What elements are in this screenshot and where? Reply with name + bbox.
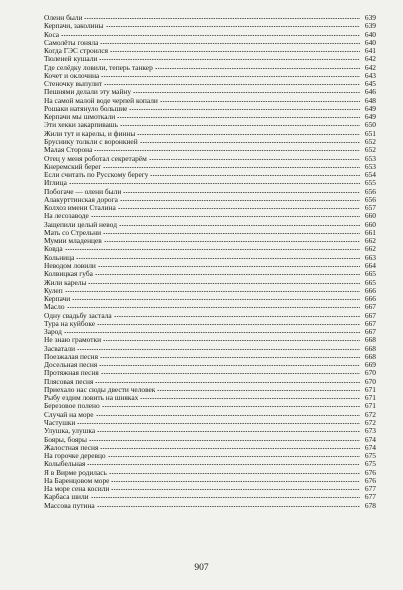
toc-entry bbox=[44, 121, 376, 129]
toc-entry-title: Керпачи мы шмоткали bbox=[44, 113, 116, 122]
toc-entry bbox=[44, 493, 376, 501]
toc-entry bbox=[44, 477, 376, 485]
toc-entry-title: Засватали bbox=[44, 344, 76, 353]
toc-entry-page: 662 bbox=[364, 236, 376, 246]
toc-entry-title: Если считать по Русскому берегу bbox=[44, 171, 149, 180]
toc-entry bbox=[44, 113, 376, 121]
toc-entry-page: 639 bbox=[364, 13, 376, 22]
toc-entry-title: Колвицкая губа bbox=[44, 270, 93, 279]
dot-leader bbox=[118, 208, 360, 209]
toc-entry-page: 643 bbox=[364, 70, 376, 80]
dot-leader bbox=[101, 76, 360, 77]
toc-entry-page: 662 bbox=[364, 244, 376, 254]
toc-entry-title: Рошаки натянуло большие bbox=[44, 104, 128, 113]
toc-entry-title: Бояры, бояры bbox=[44, 435, 87, 444]
toc-entry-page: 645 bbox=[364, 79, 376, 89]
toc-entry bbox=[44, 394, 376, 402]
dot-leader bbox=[150, 175, 360, 176]
toc-entry-page: 672 bbox=[364, 409, 376, 419]
toc-entry-page: 667 bbox=[364, 310, 376, 320]
toc-entry-title: Керпачи, заколины bbox=[44, 22, 104, 31]
toc-entry-title: Тура на куйбоке bbox=[44, 319, 96, 328]
dot-leader bbox=[65, 249, 360, 250]
dot-leader bbox=[100, 448, 360, 449]
dot-leader bbox=[155, 68, 360, 69]
dot-leader bbox=[76, 258, 360, 259]
toc-entry bbox=[44, 353, 376, 361]
toc-entry-page: 668 bbox=[364, 343, 376, 353]
toc-entry-title: Малая Сторона bbox=[44, 146, 93, 155]
toc-entry bbox=[44, 328, 376, 336]
dot-leader bbox=[103, 167, 360, 168]
toc-entry bbox=[44, 72, 376, 80]
toc-entry-page: 656 bbox=[364, 186, 376, 196]
dot-leader bbox=[106, 26, 360, 27]
toc-entry-title: На самой малой воде черпей копали bbox=[44, 96, 158, 105]
dot-leader bbox=[120, 200, 360, 201]
toc-entry bbox=[44, 378, 376, 386]
dot-leader bbox=[100, 357, 360, 358]
toc-entry-title: Колыбельная bbox=[44, 460, 86, 469]
page-number: 907 bbox=[194, 563, 209, 573]
toc-entry-page: 671 bbox=[364, 401, 376, 411]
toc-entry bbox=[44, 402, 376, 410]
toc-entry-title: Алакурттинская дорога bbox=[44, 195, 118, 204]
toc-entry-page: 677 bbox=[364, 484, 376, 494]
toc-entry bbox=[44, 320, 376, 328]
dot-leader bbox=[140, 142, 360, 143]
toc-entry-title: На лесозаводе bbox=[44, 212, 89, 221]
toc-entry-title: Защепили целый невод bbox=[44, 220, 117, 229]
dot-leader bbox=[72, 299, 360, 300]
toc-entry bbox=[44, 64, 376, 72]
toc-entry-title: Отец у меня роботал секретарём bbox=[44, 154, 147, 163]
toc-entry-title: Жили карелы bbox=[44, 278, 87, 287]
dot-leader bbox=[117, 117, 360, 118]
toc-entry-page: 670 bbox=[364, 368, 376, 378]
toc-entry-title: Массова путина bbox=[44, 501, 95, 510]
dot-leader bbox=[111, 481, 360, 482]
toc-entry bbox=[44, 502, 376, 510]
toc-entry bbox=[44, 14, 376, 22]
toc-entry bbox=[44, 287, 376, 295]
toc-entry-title: Не знаю грамотки bbox=[44, 336, 102, 345]
dot-leader bbox=[88, 283, 360, 284]
toc-entry bbox=[44, 146, 376, 154]
toc-entry bbox=[44, 386, 376, 394]
toc-entry-page: 676 bbox=[364, 467, 376, 477]
dot-leader bbox=[101, 373, 360, 374]
dot-leader bbox=[109, 473, 360, 474]
toc-entry bbox=[44, 80, 376, 88]
toc-entry-title: На море сена косили bbox=[44, 485, 110, 494]
toc-entry-page: 674 bbox=[364, 434, 376, 444]
toc-entry bbox=[44, 229, 376, 237]
dot-leader bbox=[140, 398, 360, 399]
toc-entry bbox=[44, 245, 376, 253]
toc-entry bbox=[44, 31, 376, 39]
toc-entry bbox=[44, 97, 376, 105]
dot-leader bbox=[123, 192, 360, 193]
toc-entry-title: Самолёты гоняла bbox=[44, 38, 99, 47]
toc-entry-title: Кнеремский берег bbox=[44, 162, 102, 171]
toc-entry bbox=[44, 345, 376, 353]
toc-entry-page: 668 bbox=[364, 351, 376, 361]
toc-entry-page: 654 bbox=[364, 170, 376, 180]
toc-entry bbox=[44, 361, 376, 369]
toc-entry-page: 640 bbox=[364, 29, 376, 39]
dot-leader bbox=[103, 340, 360, 341]
toc-entry bbox=[44, 312, 376, 320]
toc-entry bbox=[44, 188, 376, 196]
toc-entry-title: Стеночку выпулит bbox=[44, 80, 103, 89]
toc-entry-title: Протяжная песня bbox=[44, 369, 99, 378]
dot-leader bbox=[137, 134, 360, 135]
toc-entry-page: 667 bbox=[364, 318, 376, 328]
toc-entry bbox=[44, 105, 376, 113]
toc-entry bbox=[44, 47, 376, 55]
dot-leader bbox=[103, 233, 360, 234]
toc-entry-title: На Баренцовом море bbox=[44, 476, 110, 485]
toc-entry-page: 671 bbox=[364, 393, 376, 403]
dot-leader bbox=[102, 406, 360, 407]
toc-entry-page: 660 bbox=[364, 219, 376, 229]
dot-leader bbox=[67, 307, 360, 308]
toc-entry bbox=[44, 336, 376, 344]
toc-entry-title: Рыбу ездим ловить на шняках bbox=[44, 394, 139, 403]
toc-entry bbox=[44, 196, 376, 204]
dot-leader bbox=[69, 183, 360, 184]
dot-leader bbox=[157, 390, 360, 391]
toc-entry-title: Мать со Стрельни bbox=[44, 228, 102, 237]
toc-entry-title: Кочет и оклочина bbox=[44, 71, 100, 80]
toc-entry-title: Керпачи bbox=[44, 295, 71, 304]
toc-entry-page: 666 bbox=[364, 285, 376, 295]
toc-entry-page: 673 bbox=[364, 426, 376, 436]
toc-entry bbox=[44, 171, 376, 179]
toc-entry bbox=[44, 212, 376, 220]
toc-entry bbox=[44, 485, 376, 493]
toc-entry bbox=[44, 369, 376, 377]
toc-entry-page: 652 bbox=[364, 145, 376, 155]
toc-entry-page: 660 bbox=[364, 211, 376, 221]
toc-entry bbox=[44, 55, 376, 63]
toc-entry-page: 646 bbox=[364, 87, 376, 97]
dot-leader bbox=[87, 464, 360, 465]
dot-leader bbox=[119, 225, 360, 226]
toc-entry-page: 642 bbox=[364, 54, 376, 64]
dot-leader bbox=[111, 489, 360, 490]
toc-entry-title: Я в Вирме родилась bbox=[44, 468, 107, 477]
toc-entry-page: 675 bbox=[364, 459, 376, 469]
toc-entry-title: Тюленей кушали bbox=[44, 55, 98, 64]
toc-entry-page: 678 bbox=[364, 500, 376, 510]
toc-entry-title: Жили тут и карелы, и финны bbox=[44, 129, 136, 138]
dot-leader bbox=[97, 324, 360, 325]
toc-entry bbox=[44, 444, 376, 452]
toc-entry-page: 665 bbox=[364, 277, 376, 287]
toc-entry bbox=[44, 279, 376, 287]
toc-entry-page: 639 bbox=[364, 21, 376, 31]
toc-entry-title: Эти хекки закарпивашь bbox=[44, 121, 118, 130]
toc-entry-page: 649 bbox=[364, 112, 376, 122]
toc-entry-page: 653 bbox=[364, 153, 376, 163]
toc-entry-page: 666 bbox=[364, 294, 376, 304]
toc-entry bbox=[44, 460, 376, 468]
dot-leader bbox=[89, 440, 360, 441]
toc-entry-page: 649 bbox=[364, 103, 376, 113]
toc-entry bbox=[44, 303, 376, 311]
toc-entry-page: 670 bbox=[364, 376, 376, 386]
toc-entry-page: 640 bbox=[364, 37, 376, 47]
dot-leader bbox=[65, 291, 360, 292]
table-of-contents bbox=[44, 14, 376, 510]
toc-entry-title: Бруснику толкли с воронкией bbox=[44, 137, 138, 146]
toc-entry-title: Где селёдку ловили, теперь танкер bbox=[44, 63, 153, 72]
toc-entry bbox=[44, 419, 376, 427]
toc-entry bbox=[44, 130, 376, 138]
dot-leader bbox=[149, 159, 360, 160]
toc-entry-page: 676 bbox=[364, 475, 376, 485]
toc-entry bbox=[44, 262, 376, 270]
toc-entry-page: 648 bbox=[364, 95, 376, 105]
dot-leader bbox=[114, 316, 360, 317]
toc-entry-title: Масло bbox=[44, 303, 65, 312]
toc-entry-page: 656 bbox=[364, 194, 376, 204]
toc-entry bbox=[44, 155, 376, 163]
toc-entry-title: Поезжалая песня bbox=[44, 352, 99, 361]
toc-entry-page: 661 bbox=[364, 227, 376, 237]
toc-entry bbox=[44, 204, 376, 212]
toc-entry bbox=[44, 163, 376, 171]
toc-entry bbox=[44, 270, 376, 278]
dot-leader bbox=[97, 431, 360, 432]
toc-entry-page: 641 bbox=[364, 46, 376, 56]
toc-entry bbox=[44, 221, 376, 229]
toc-entry bbox=[44, 436, 376, 444]
dot-leader bbox=[94, 150, 360, 151]
toc-entry-title: Частушки bbox=[44, 419, 76, 428]
toc-entry-page: 642 bbox=[364, 62, 376, 72]
toc-entry-page: 674 bbox=[364, 442, 376, 452]
toc-entry bbox=[44, 179, 376, 187]
toc-entry-page: 652 bbox=[364, 136, 376, 146]
toc-entry-title: Досельная песня bbox=[44, 361, 98, 370]
dot-leader bbox=[96, 415, 360, 416]
dot-leader bbox=[99, 365, 360, 366]
toc-entry-title: Случай на море bbox=[44, 410, 94, 419]
toc-entry-title: Плясовая песня bbox=[44, 377, 94, 386]
toc-entry-title: Неводом ловили bbox=[44, 261, 96, 270]
toc-entry-page: 665 bbox=[364, 269, 376, 279]
dot-leader bbox=[77, 423, 360, 424]
toc-entry-page: 657 bbox=[364, 203, 376, 213]
toc-entry bbox=[44, 295, 376, 303]
dot-leader bbox=[110, 51, 360, 52]
toc-entry bbox=[44, 254, 376, 262]
toc-entry-title: Колхоз имени Сталина bbox=[44, 204, 116, 213]
toc-entry-title: Карбаса шили bbox=[44, 493, 89, 502]
toc-entry-title: Коса bbox=[44, 30, 60, 39]
toc-entry bbox=[44, 22, 376, 30]
toc-entry-page: 667 bbox=[364, 327, 376, 337]
toc-entry bbox=[44, 88, 376, 96]
dot-leader bbox=[133, 92, 360, 93]
toc-entry bbox=[44, 452, 376, 460]
toc-entry-page: 655 bbox=[364, 178, 376, 188]
toc-entry-title: Улушка, улушка bbox=[44, 427, 96, 436]
toc-entry-title: Березовое полено bbox=[44, 402, 100, 411]
dot-leader bbox=[61, 35, 360, 36]
toc-entry-title: Когда ГЭС строился bbox=[44, 47, 109, 56]
dot-leader bbox=[160, 101, 360, 102]
toc-entry-title: На горочке деревцо bbox=[44, 452, 106, 461]
toc-entry-title: Кольница bbox=[44, 253, 75, 262]
dot-leader bbox=[77, 349, 360, 350]
toc-entry-page: 668 bbox=[364, 335, 376, 345]
toc-entry-title: Иглица bbox=[44, 179, 67, 188]
toc-entry-page: 667 bbox=[364, 302, 376, 312]
toc-entry-page: 663 bbox=[364, 252, 376, 262]
toc-entry-page: 672 bbox=[364, 418, 376, 428]
dot-leader bbox=[100, 43, 360, 44]
toc-entry-title: Зарод bbox=[44, 328, 62, 337]
dot-leader bbox=[84, 18, 360, 19]
toc-entry-page: 653 bbox=[364, 161, 376, 171]
dot-leader bbox=[108, 456, 360, 457]
dot-leader bbox=[95, 382, 360, 383]
toc-entry bbox=[44, 469, 376, 477]
toc-entry-page: 650 bbox=[364, 120, 376, 130]
toc-entry-title: Приехало нас сюды двести человек bbox=[44, 385, 156, 394]
dot-leader bbox=[64, 332, 360, 333]
toc-entry-title: Мумии младенцев bbox=[44, 237, 102, 246]
dot-leader bbox=[104, 84, 360, 85]
toc-entry-title: Жалостная песня bbox=[44, 443, 99, 452]
toc-entry bbox=[44, 411, 376, 419]
dot-leader bbox=[97, 506, 360, 507]
dot-leader bbox=[99, 59, 360, 60]
toc-entry-page: 664 bbox=[364, 260, 376, 270]
toc-entry-page: 677 bbox=[364, 492, 376, 502]
toc-entry-page: 651 bbox=[364, 128, 376, 138]
toc-entry-title: Кулеп bbox=[44, 286, 63, 295]
dot-leader bbox=[120, 125, 360, 126]
toc-entry-page: 671 bbox=[364, 384, 376, 394]
dot-leader bbox=[104, 241, 360, 242]
dot-leader bbox=[95, 274, 360, 275]
toc-entry bbox=[44, 39, 376, 47]
toc-entry-page: 675 bbox=[364, 451, 376, 461]
toc-entry-page: 669 bbox=[364, 360, 376, 370]
toc-entry-title: Олени были bbox=[44, 14, 83, 22]
toc-entry-title: Ковда bbox=[44, 245, 63, 254]
dot-leader bbox=[98, 266, 360, 267]
toc-entry bbox=[44, 138, 376, 146]
dot-leader bbox=[91, 497, 360, 498]
toc-entry bbox=[44, 427, 376, 435]
toc-entry-title: Одну свадьбу застала bbox=[44, 311, 112, 320]
dot-leader bbox=[129, 109, 360, 110]
toc-entry-title: Побогаче — олени были bbox=[44, 187, 122, 196]
dot-leader bbox=[91, 216, 360, 217]
toc-entry-title: Пешнями делали эту майну bbox=[44, 88, 132, 97]
toc-entry bbox=[44, 237, 376, 245]
